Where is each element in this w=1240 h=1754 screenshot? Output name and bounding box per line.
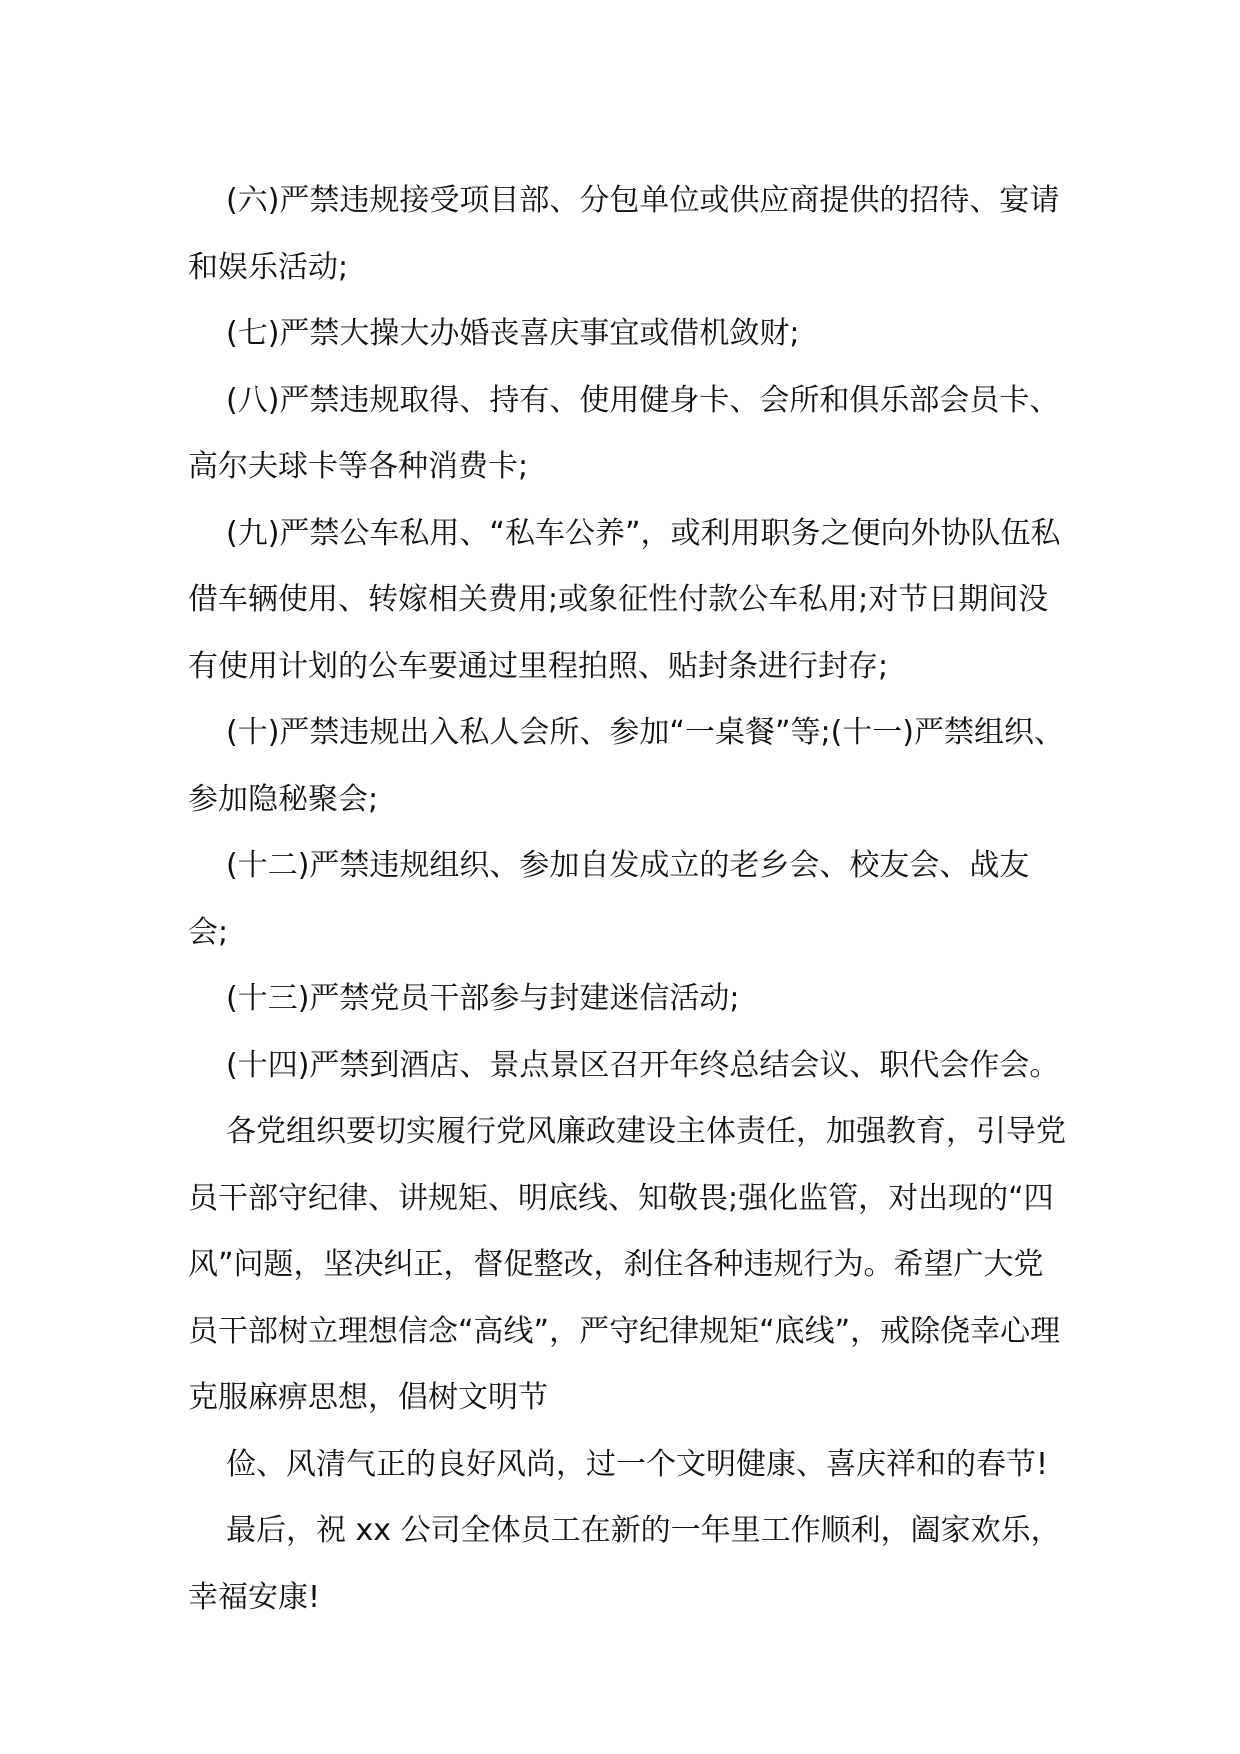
paragraph-item-13: (十三)严禁党员干部参与封建迷信活动; <box>226 981 740 1016</box>
paragraph-item-12: (十二)严禁违规组织、参加自发成立的老乡会、校友会、战友会; <box>188 848 1030 950</box>
paragraph-item-7: (七)严禁大操大办婚丧喜庆事宜或借机敛财; <box>226 316 800 351</box>
paragraph-item-10-11: (十)严禁违规出入私人会所、参加“一桌餐”等;(十一)严禁组织、参加隐秘聚会; <box>188 715 1065 817</box>
paragraph-item-8: (八)严禁违规取得、持有、使用健身卡、会所和俱乐部会员卡、高尔夫球卡等各种消费卡; <box>188 382 1060 484</box>
paragraph-spring-festival: 俭、风清气正的良好风尚，过一个文明健康、喜庆祥和的春节! <box>226 1446 1049 1482</box>
paragraph-item-14: (十四)严禁到酒店、景点景区召开年终总结会议、职代会作会。 <box>226 1047 1060 1083</box>
paragraph-responsibility: 各党组织要切实履行党风廉政建设主体责任，加强教育，引导党员干部守纪律、讲规矩、明底线、知敬畏;强化监管，对出现的“四风”问题，坚决纠正，督促整改，刹住各种违规行为。希望广大党员干部树立理想信念“高线”，严守纪律规矩“底线”，戒除侥幸心理克服麻痹思想，倡树文明节 <box>188 1114 1066 1415</box>
paragraph-item-6: (六)严禁违规接受项目部、分包单位或供应商提供的招待、宴请和娱乐活动; <box>188 183 1060 285</box>
paragraph-item-9: (九)严禁公车私用、“私车公养”，或利用职务之便向外协队伍私借车辆使用、转嫁相关费用;或象征性付款公车私用;对节日期间没有使用计划的公车要通过里程拍照、贴封条进行封存; <box>188 515 1061 684</box>
document-body <box>188 168 1068 1631</box>
paragraph-closing-wish: 最后，祝 xx 公司全体员工在新的一年里工作顺利，阖家欢乐，幸福安康! <box>188 1513 1061 1615</box>
